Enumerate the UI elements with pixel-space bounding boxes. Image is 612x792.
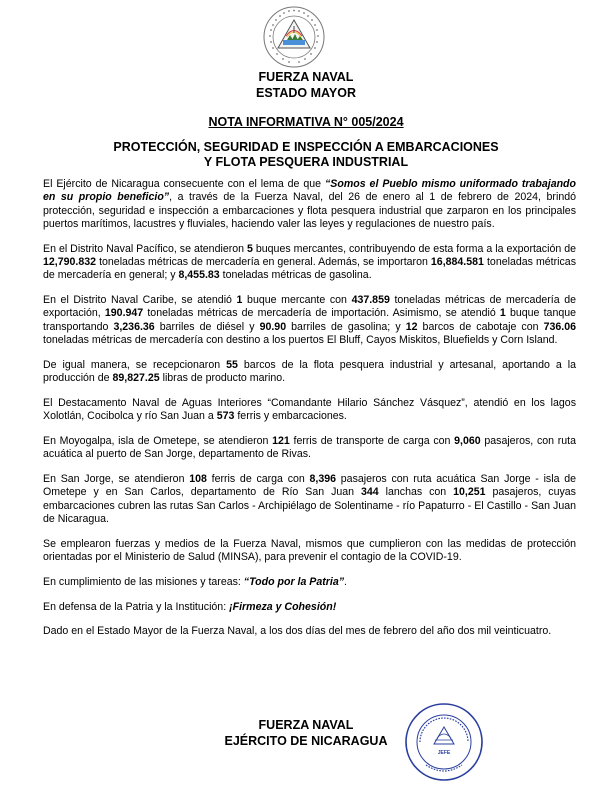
paragraph-caribbean: En el Distrito Naval Caribe, se atendió 1 buque mercante con 437.859 toneladas métricas de mercadería de exportación, 190.947 toneladas métricas de mercadería de importación. Asimismo, se atendió 1 buque tanque transportando 3,236.36 barriles de diésel y 90.90 barriles de gasolina; y 12 barcos de cabotaje con 736.06 toneladas métricas de mercadería con destino a los puertos El Bluff, Cayos Miskitos, Bluefields y Corn Island. [43, 294, 577, 346]
paragraph-pacific: En el Distrito Naval Pacífico, se atendieron 5 buques mercantes, contribuyendo de esta forma a la exportación de 12,790.832 toneladas métricas de mercadería en general. Además, se importaron 16,884.581 toneladas métricas de mercadería en general; y 8,455.83 toneladas métricas de gasolina. [43, 242, 576, 282]
signature-line2: EJÉRCITO DE NICARAGUA [224, 734, 388, 748]
paragraph-mission: En cumplimiento de las misiones y tareas: “Todo por la Patria”. [43, 575, 347, 588]
org-title: FUERZA NAVAL [258, 70, 354, 84]
paragraph-moyogalpa: En Moyogalpa, isla de Ometepe, se atendieron 121 ferris de transporte de carga con 9,060 pasajeros, con ruta acuática al puerto de San Jorge, departamento de Rivas. [43, 434, 576, 461]
svg-text:JEFE: JEFE [437, 750, 451, 756]
paragraph-san-jorge: En San Jorge, se atendieron 108 ferris de carga con 8,396 pasajeros con ruta acuática San Jorge - isla de Ometepe y en San Carlos, departamento de Río San Juan 344 lanchas con 10,251 pasajeros, cuyas embarcaciones cubren las rutas San Carlos - Archipiélago de Solentiname - río Papaturro - El Castillo - San Juan de Nicaragua. [43, 473, 576, 525]
paragraph-covid-measures: Se emplearon fuerzas y medios de la Fuerza Naval, mismos que cumplieron con las medidas de protección orientadas por el Ministerio de Salud (MINSA), para prevenir el contagio de la COVID-19. [43, 537, 576, 564]
paragraph-intro: El Ejército de Nicaragua consecuente con el lema de que “Somos el Pueblo mismo uniformado trabajando en su propio beneficio”, a través de la Fuerza Naval, del 26 de enero al 1 de febrero de 2024, brindó protección, seguridad e inspección a embarcaciones y flota pesquera industrial que zarparon en los principales puertos marítimos, lacustres y fluviales, haciendo valer las leyes y regulaciones de nuestro país. [43, 178, 576, 230]
paragraph-fishing-fleet: De igual manera, se recepcionaron 55 barcos de la flota pesquera industrial y artesanal, aportando a la producción de 89,827.25 libras de producto marino. [43, 358, 576, 385]
document-title-line2: Y FLOTA PESQUERA INDUSTRIAL [203, 155, 409, 169]
document-number: NOTA INFORMATIVA N° 005/2024 [208, 115, 404, 129]
document-title-line1: PROTECCIÓN, SEGURIDAD E INSPECCIÓN A EMBARCACIONES [113, 140, 499, 154]
paragraph-defense: En defensa de la Patria y la Institución: ¡Firmeza y Cohesión! [43, 600, 337, 613]
paragraph-closing: Dado en el Estado Mayor de la Fuerza Naval, a los dos días del mes de febrero del año dos mil veinticuatro. [43, 625, 552, 638]
nicaragua-coat-of-arms-icon [263, 6, 325, 68]
document-body [43, 178, 576, 650]
org-subtitle: ESTADO MAYOR [255, 86, 356, 100]
signature-line1: FUERZA NAVAL [258, 718, 354, 732]
official-stamp-icon [404, 702, 484, 782]
paragraph-inland-waters: El Destacamento Naval de Aguas Interiores “Comandante Hilario Sánchez Vásquez”, atendió en los lagos Xolotlán, Cocibolca y río San Juan a 573 ferris y embarcaciones. [43, 396, 576, 423]
